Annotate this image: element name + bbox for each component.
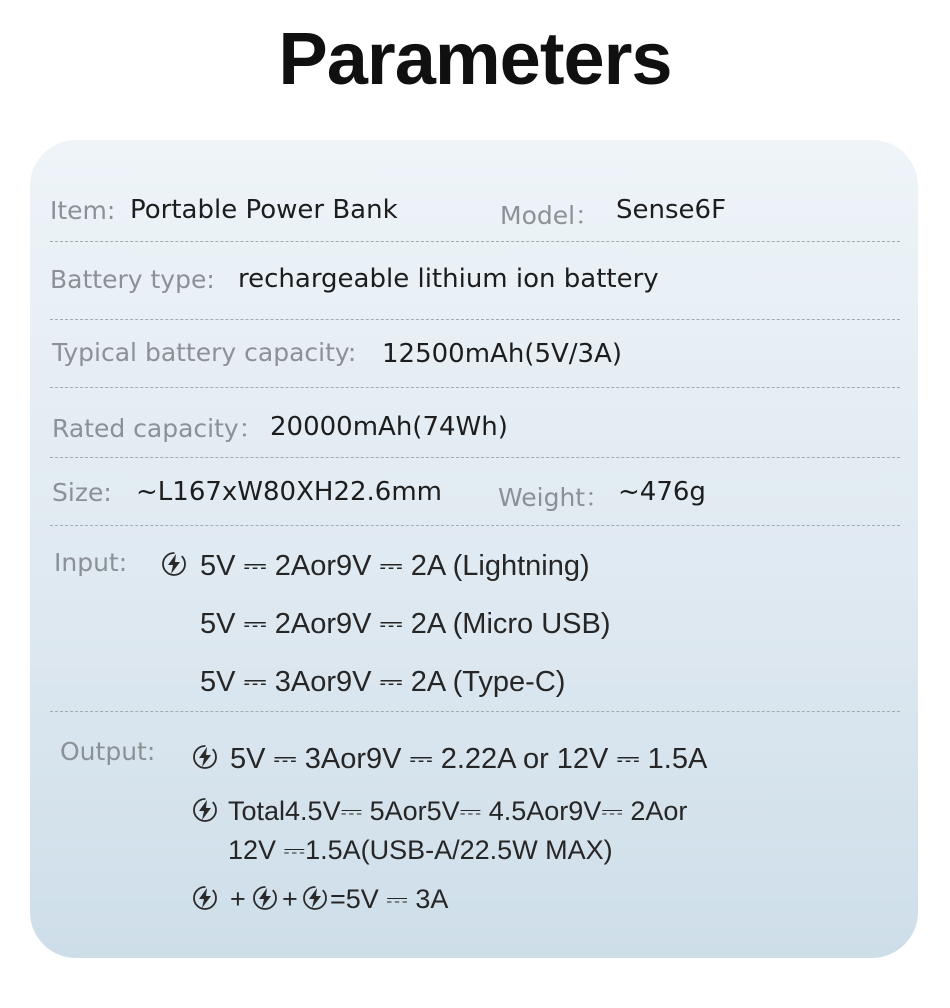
divider [50,241,900,242]
output-line-2a: Total4.5V⎓ 5Aor5V⎓ 4.5Aor9V⎓ 2Aor [228,796,688,826]
output-combined-result: =5V ⎓ 3A [330,884,449,914]
item-value: Portable Power Bank [130,195,398,225]
weight-value: ~476g [618,477,706,507]
fast-charge-bolt-icon [192,797,218,823]
battery-type-value: rechargeable lithium ion battery [238,264,659,294]
typical-capacity-label: Typical battery capacity: [52,338,357,367]
page-title: Parameters [278,17,672,100]
weight-label: Weight： [498,483,611,512]
fast-charge-bolt-icon [161,551,187,577]
item-label: Item: [50,196,116,225]
output-line-1: 5V ⎓ 3Aor9V ⎓ 2.22A or 12V ⎓ 1.5A [230,743,708,775]
fast-charge-bolt-icon [252,885,278,911]
input-label: Input: [54,548,128,577]
divider [50,525,900,526]
model-value: Sense6F [616,195,727,225]
divider [50,457,900,458]
rated-capacity-value: 20000mAh(74Wh) [270,412,508,442]
divider [50,319,900,320]
size-label: Size: [52,478,112,507]
parameters-card [30,140,918,958]
input-line-type-c: 5V ⎓ 3Aor9V ⎓ 2A (Type-C) [200,666,566,698]
output-label: Output: [60,737,156,766]
model-label: Model： [500,201,601,230]
rated-capacity-label: Rated capacity： [52,414,264,443]
plus-sign: + [282,884,298,914]
input-line-micro-usb: 5V ⎓ 2Aor9V ⎓ 2A (Micro USB) [200,608,611,640]
plus-sign: + [230,884,246,914]
battery-type-label: Battery type: [50,265,215,294]
fast-charge-bolt-icon [302,885,328,911]
output-line-2b: 12V ⎓1.5A(USB-A/22.5W MAX) [228,835,613,865]
input-line-lightning: 5V ⎓ 2Aor9V ⎓ 2A (Lightning) [200,550,590,582]
size-value: ~L167xW80XH22.6mm [136,477,442,507]
fast-charge-bolt-icon [192,744,218,770]
divider [50,711,900,712]
typical-capacity-value: 12500mAh(5V/3A) [382,339,623,369]
divider [50,387,900,388]
fast-charge-bolt-icon [192,885,218,911]
